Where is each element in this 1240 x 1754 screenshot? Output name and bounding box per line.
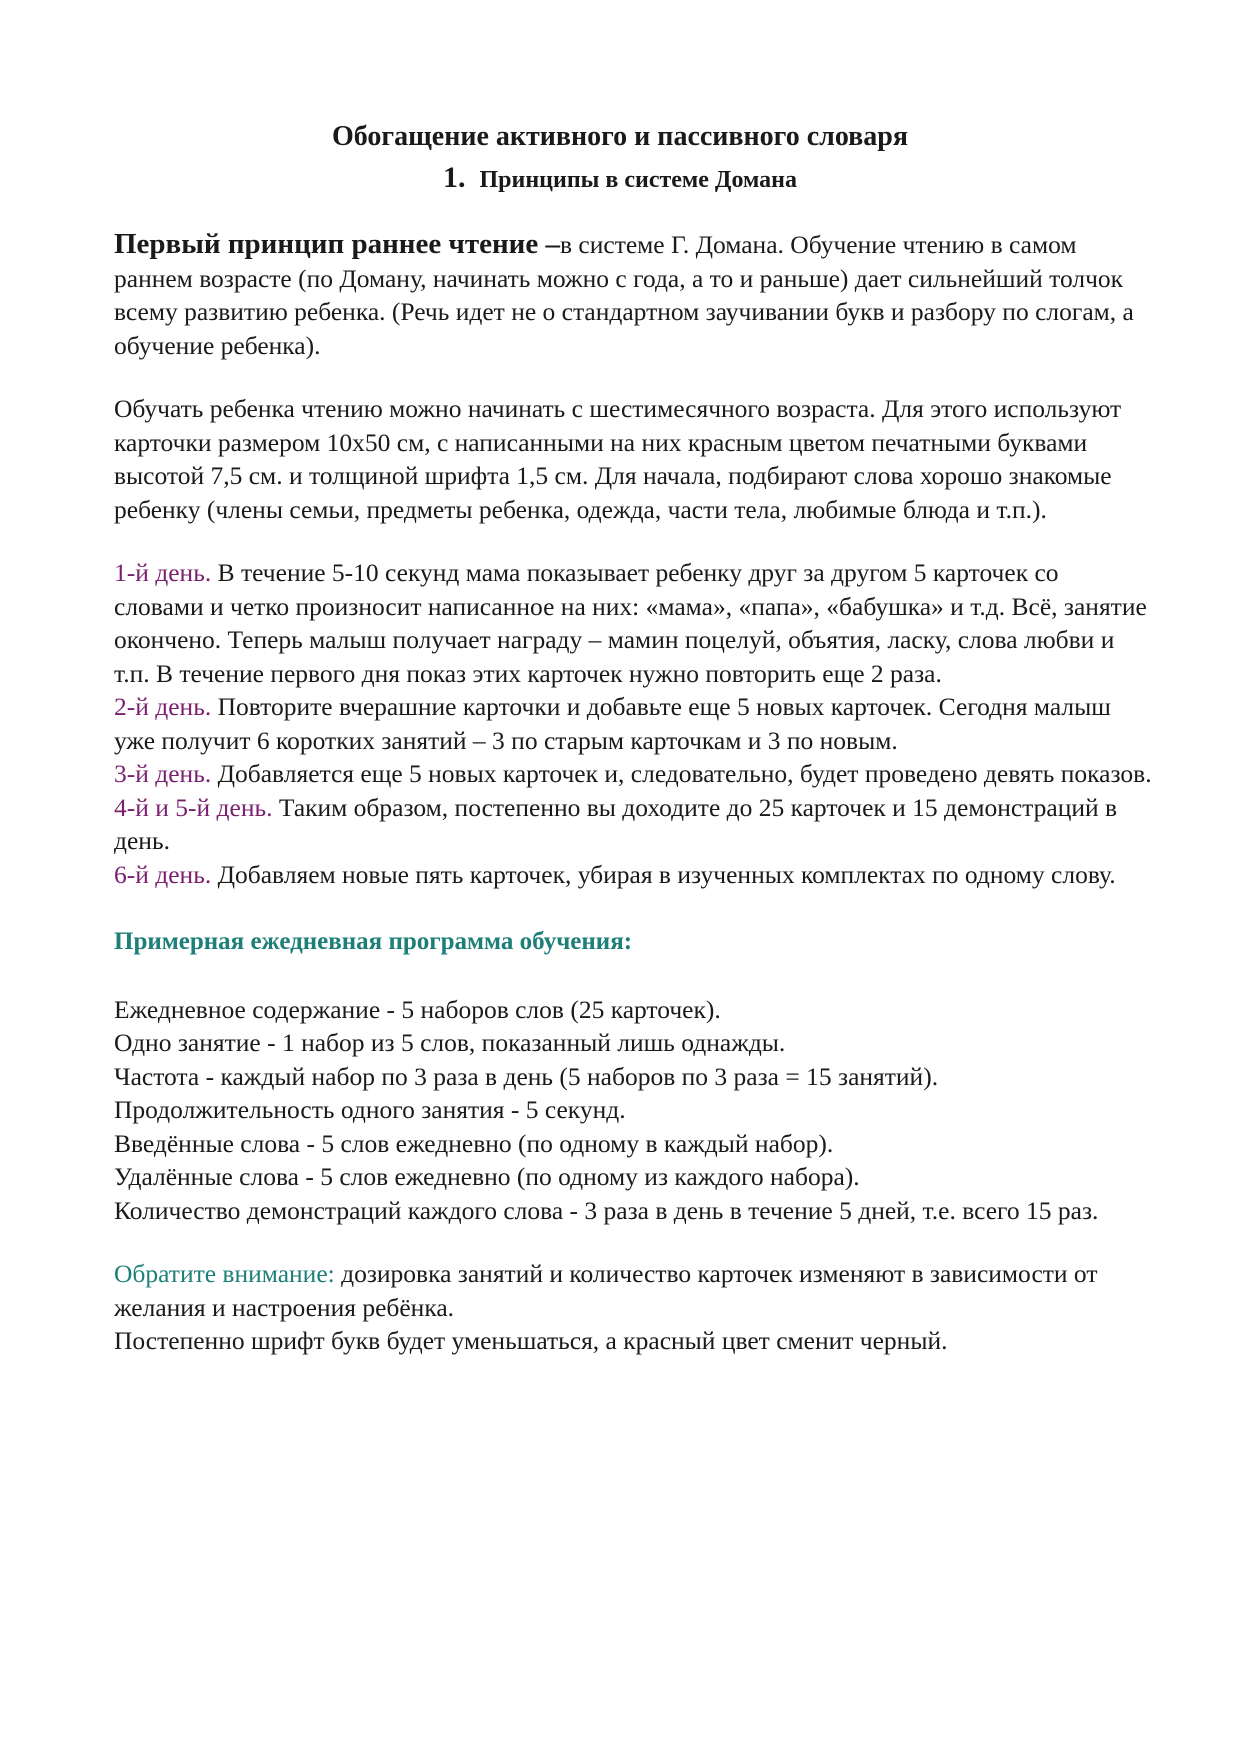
cards-paragraph: Обучать ребенка чтению можно начинать с шестимесячного возраста. Для этого используют карточки размером 10х50 см, с написанными на них красным цветом печатными буквами высотой 7,5 см. и толщиной шрифта 1,5 см. Для начала, подбирают слова хорошо знакомые ребенку (члены семьи, предметы ребенка, одежда, части тела, любимые блюда и т.п.).	[114, 394, 1122, 524]
intro-text: в системе Г. Домана. Обучение чтению в самом раннем возрасте (по Доману, начинать можно с года, а то и раньше) дает сильнейший толчок всему развитию ребенка. (Речь идет не о стандартном заучивании букв и разбору по слогам, а обучение ребенка).	[114, 230, 1134, 360]
note-text: дозировка занятий и количество карточек изменяют в зависимости от желания и настроения ребёнка.	[114, 1259, 1098, 1322]
spacer	[114, 891, 1154, 925]
spacer	[114, 362, 1154, 392]
final-line: Постепенно шрифт букв будет уменьшаться, а красный цвет сменит черный.	[114, 1326, 948, 1355]
day-label: 6-й день.	[114, 859, 212, 889]
document-body	[114, 228, 1154, 1358]
program-line: Ежедневное содержание - 5 наборов слов (25 карточек).	[114, 994, 721, 1024]
day-label: 4-й и 5-й день.	[114, 792, 273, 822]
day-text: Таким образом, постепенно вы доходите до 25 карточек и 15 демонстраций в день.	[114, 792, 1118, 855]
intro-lead: Первый принцип раннее чтение –	[114, 228, 561, 260]
program-line: Одно занятие - 1 набор из 5 слов, показанный лишь однажды.	[114, 1028, 786, 1057]
program-line: Продолжительность одного занятия - 5 секунд.	[114, 1095, 626, 1124]
day-label: 3-й день.	[114, 759, 212, 788]
day-entry-4	[114, 791, 1154, 858]
section-heading	[0, 161, 1240, 197]
spacer	[114, 959, 1154, 993]
program-line: Количество демонстраций каждого слова - 3 раза в день в течение 5 дней, т.е. всего 15 раз.	[114, 1195, 1099, 1225]
day-text: В течение 5-10 секунд мама показывает ребенку друг за другом 5 карточек со словами и четко произносит написанное на них: «мама», «папа», «бабушка» и т.д. Всё, занятие окончено. Теперь малыш получает награду – мамин поцелуй, объятия, ласку, слова любви и т.п. В течение первого дня показ этих карточек нужно повторить еще 2 раза.	[114, 558, 1147, 688]
spacer	[114, 1227, 1154, 1257]
program-line: Удалённые слова - 5 слов ежедневно (по одному из каждого набора).	[114, 1162, 860, 1191]
day-entry-6	[114, 858, 1154, 892]
day-label: 1-й день.	[114, 558, 212, 587]
note-label: Обратите внимание:	[114, 1259, 335, 1288]
spacer	[114, 526, 1154, 556]
program-heading: Примерная ежедневная программа обучения:	[114, 928, 633, 955]
day-label: 2-й день.	[114, 692, 212, 721]
program-line: Введённые слова - 5 слов ежедневно (по одному в каждый набор).	[114, 1128, 834, 1158]
section-number: 1.	[443, 161, 466, 194]
day-text: Добавляем новые пять карточек, убирая в изученных комплектах по одному слову.	[211, 859, 1116, 889]
day-entry-1	[114, 556, 1154, 690]
day-entry-2	[114, 690, 1154, 757]
document-title: Обогащение активного и пассивного словаря	[332, 121, 908, 152]
intro-paragraph	[114, 228, 1154, 362]
section-title: Принципы в системе Домана	[479, 167, 797, 193]
day-text: Повторите вчерашние карточки и добавьте еще 5 новых карточек. Сегодня малыш уже получит 6 коротких занятий – 3 по старым карточкам и 3 по новым.	[114, 692, 1111, 755]
note-paragraph	[114, 1257, 1154, 1324]
day-text: Добавляется еще 5 новых карточек и, следовательно, будет проведено девять показов.	[211, 759, 1152, 788]
day-entry-3	[114, 757, 1154, 791]
program-line: Частота - каждый набор по 3 раза в день (5 наборов по 3 раза = 15 занятий).	[114, 1061, 939, 1091]
